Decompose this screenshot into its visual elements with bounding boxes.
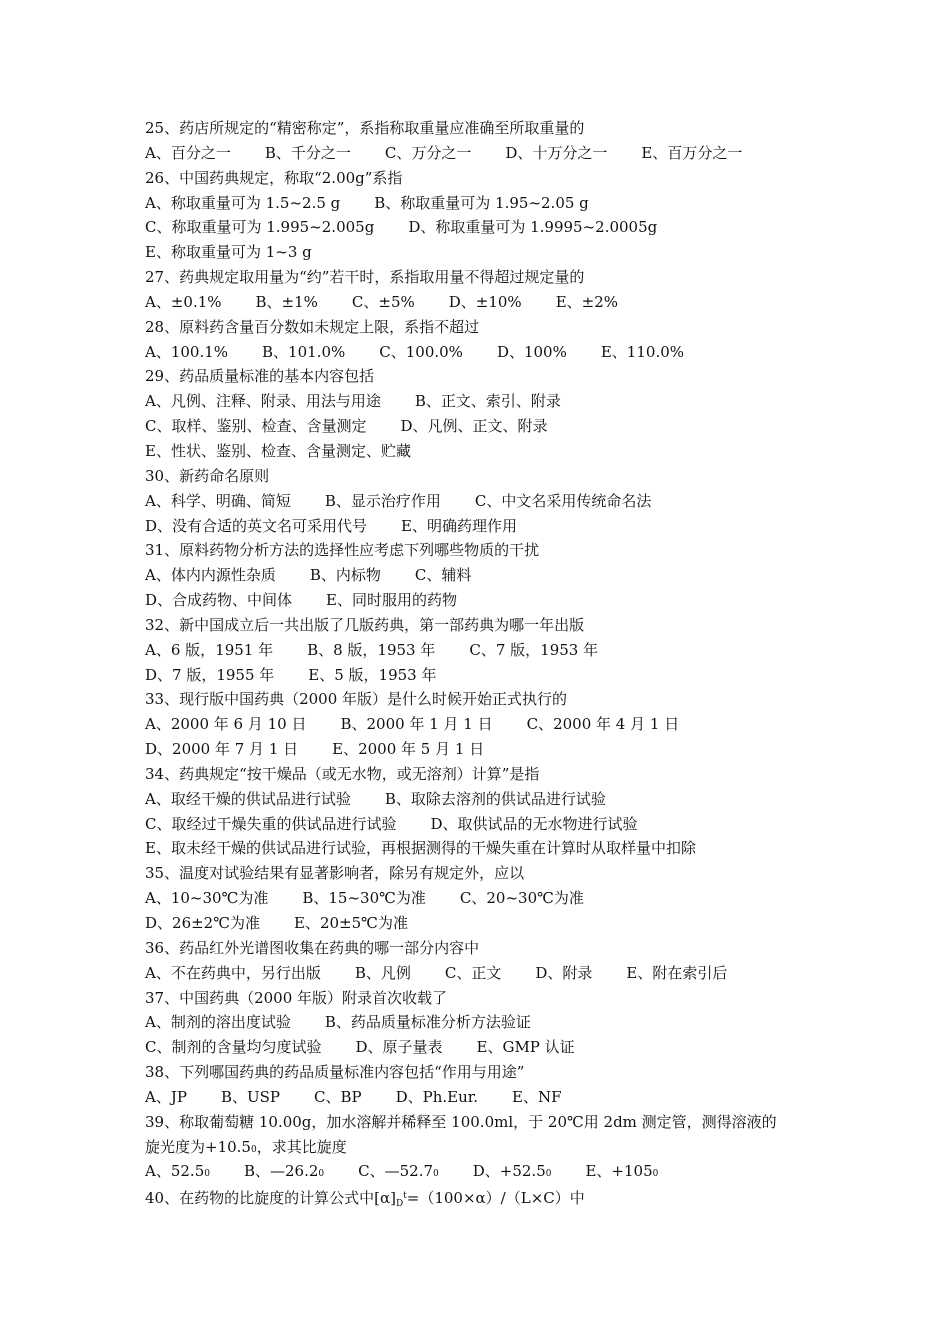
option: E、百万分之一: [641, 143, 743, 162]
text: =（100×α）/（L×C）中: [406, 1189, 585, 1208]
option: B、显示治疗作用: [324, 491, 441, 510]
option: B、USP: [220, 1087, 280, 1106]
option: E、同时服用的药物: [326, 591, 457, 610]
option-row: [145, 340, 825, 365]
option: D、26±2℃为准: [145, 914, 261, 932]
option: D、2000 年 7 月 1 日: [145, 740, 299, 759]
option: [585, 1159, 658, 1187]
superscript-t: t: [403, 1191, 407, 1202]
option: E、NF: [512, 1087, 562, 1106]
option: B、±1%: [255, 292, 318, 311]
subscript-d: D: [395, 1199, 404, 1210]
question-text: 27、药典规定取用量为“约”若干时，系指取用量不得超过规定量的: [145, 268, 585, 287]
option-row: [145, 1159, 825, 1184]
option: E、2000 年 5 月 1 日: [332, 740, 485, 759]
question-text: 37、中国药典（2000 年版）附录首次收载了: [145, 988, 448, 1007]
option: A、凡例、注释、附录、用法与用途: [145, 392, 381, 411]
option: B、正文、索引、附录: [414, 392, 561, 411]
option: C、辅料: [414, 566, 472, 585]
option: A、制剂的溶出度试验: [145, 1013, 291, 1032]
option-row: [145, 737, 825, 762]
option: C、20~30℃为准: [459, 889, 584, 908]
option: [473, 1159, 552, 1187]
option: C、7 版，1953 年: [469, 640, 599, 659]
option: D、Ph.Eur.: [395, 1087, 479, 1106]
option: E、称取重量可为 1~3 g: [145, 243, 312, 262]
option: E、±2%: [555, 292, 619, 311]
question-text: 26、中国药典规定，称取“2.00g”系指: [145, 168, 403, 187]
option: C、2000 年 4 月 1 日: [526, 715, 680, 734]
question-text: 31、原料药物分析方法的选择性应考虑下列哪些物质的干扰: [145, 541, 540, 560]
option: D、凡例、正文、附录: [400, 417, 548, 436]
option: C、取样、鉴别、检查、含量测定: [145, 417, 367, 436]
option: A、±0.1%: [145, 292, 222, 311]
option: C、取经过干燥失重的供试品进行试验: [145, 814, 397, 833]
question-list: [145, 116, 825, 1209]
option-row: [145, 191, 825, 216]
question-text: 36、药品红外光谱图收集在药典的哪一部分内容中: [145, 938, 480, 957]
option: B、15~30℃为准: [302, 889, 426, 908]
question-text: 35、温度对试验结果有显著影响者，除另有规定外，应以: [145, 864, 525, 883]
option-row: [145, 638, 825, 663]
option-row: [145, 961, 825, 986]
option: E、附在索引后: [626, 963, 728, 982]
option: A、2000 年 6 月 10 日: [145, 715, 307, 734]
question-text: 34、药典规定“按干燥品（或无水物，或无溶剂）计算”是指: [145, 764, 540, 783]
option: C、100.0%: [379, 342, 463, 361]
option: A、百分之一: [145, 143, 231, 162]
option: C、正文: [444, 963, 502, 982]
option: E、20±5℃为准: [294, 914, 408, 932]
option: C、BP: [314, 1087, 362, 1106]
option: A、不在药典中，另行出版: [145, 963, 321, 982]
option: A、科学、明确、简短: [145, 491, 291, 510]
option: B、内标物: [309, 566, 381, 585]
option: A、JP: [145, 1087, 187, 1106]
option-row: [145, 141, 825, 166]
question-text: 33、现行版中国药典（2000 年版）是什么时候开始正式执行的: [145, 690, 568, 709]
question-text: 38、下列哪国药典的药品质量标准内容包括“作用与用途”: [145, 1063, 525, 1082]
option-value: C、—52.7: [358, 1162, 434, 1181]
option: D、没有合适的英文名可采用代号: [145, 516, 368, 535]
option-row: [145, 588, 825, 613]
option: A、体内内源性杂质: [145, 566, 276, 585]
option: C、制剂的含量均匀度试验: [145, 1038, 322, 1057]
question-text: 29、药品质量标准的基本内容包括: [145, 367, 375, 386]
option-row: [145, 563, 825, 588]
option-row: [145, 439, 825, 464]
option-row: [145, 787, 825, 812]
option: C、中文名采用传统命名法: [474, 491, 652, 510]
option: E、GMP 认证: [476, 1038, 575, 1057]
option: A、6 版，1951 年: [145, 640, 274, 659]
option: B、凡例: [354, 963, 411, 982]
question-text: 30、新药命名原则: [145, 466, 270, 485]
question-text-continued: [145, 1135, 825, 1160]
option: E、取未经干燥的供试品进行试验，再根据测得的干燥失重在计算时从取样量中扣除: [145, 839, 696, 858]
option-row: [145, 215, 825, 240]
option: B、101.0%: [262, 342, 346, 361]
option: [244, 1159, 324, 1187]
option-row: [145, 1035, 825, 1060]
option-row: [145, 886, 825, 911]
option-row: [145, 514, 825, 539]
option-row: [145, 1010, 825, 1035]
question-text: [145, 1184, 825, 1209]
option-row: [145, 489, 825, 514]
question-text: 25、药店所规定的“精密称定”，系指称取重量应准确至所取重量的: [145, 119, 585, 137]
option: B、取除去溶剂的供试品进行试验: [384, 789, 606, 808]
option: A、10~30℃为准: [145, 889, 269, 908]
option: D、7 版，1955 年: [145, 665, 275, 684]
option: D、原子量表: [355, 1038, 443, 1057]
option-value: D、+52.5: [472, 1162, 546, 1181]
option: D、附录: [535, 963, 593, 982]
text: 40、在药物的比旋度的计算公式中[α]: [145, 1189, 396, 1208]
option: D、合成药物、中间体: [145, 591, 293, 610]
option-row: [145, 1085, 825, 1110]
degree-mark: 0: [250, 1144, 257, 1155]
option: D、十万分之一: [505, 143, 608, 162]
text: 旋光度为+10.5: [145, 1137, 251, 1156]
text: ，求其比旋度: [256, 1137, 347, 1156]
option: B、2000 年 1 月 1 日: [340, 715, 493, 734]
option-value: A、52.5: [145, 1162, 205, 1181]
option: [145, 1159, 210, 1187]
option: A、取经干燥的供试品进行试验: [145, 789, 351, 808]
option-row: [145, 836, 825, 861]
option: C、±5%: [351, 292, 415, 311]
option: C、万分之一: [384, 143, 472, 162]
option: A、100.1%: [145, 342, 229, 361]
option: B、药品质量标准分析方法验证: [324, 1013, 531, 1032]
option: E、5 版，1953 年: [308, 665, 437, 684]
option: D、取供试品的无水物进行试验: [430, 814, 638, 833]
degree-mark: 0: [545, 1169, 552, 1180]
option-row: [145, 414, 825, 439]
option-row: [145, 663, 825, 688]
option: E、110.0%: [600, 342, 685, 361]
option-value: B、—26.2: [243, 1162, 319, 1181]
degree-mark: 0: [652, 1169, 659, 1180]
option: D、±10%: [448, 292, 522, 311]
option: D、100%: [496, 342, 567, 361]
option-row: [145, 290, 825, 315]
question-text: 32、新中国成立后一共出版了几版药典，第一部药典为哪一年出版: [145, 615, 585, 634]
degree-mark: 0: [433, 1169, 439, 1180]
option: B、称取重量可为 1.95~2.05 g: [374, 193, 589, 212]
option: C、称取重量可为 1.995~2.005g: [145, 218, 375, 237]
option-row: [145, 911, 825, 936]
option-row: [145, 240, 825, 265]
option-row: [145, 712, 825, 737]
question-text: 39、称取葡萄糖 10.00g，加水溶解并稀释至 100.0ml，于 20℃用 2dm 测定管，测得溶液的: [145, 1112, 777, 1131]
option: E、性状、鉴别、检查、含量测定、贮藏: [145, 441, 411, 460]
option-row: [145, 812, 825, 837]
option: D、称取重量可为 1.9995~2.0005g: [408, 218, 658, 237]
question-text: 28、原料药含量百分数如未规定上限，系指不超过: [145, 317, 480, 336]
option: B、千分之一: [264, 143, 351, 162]
option: E、明确药理作用: [401, 516, 517, 535]
degree-mark: 0: [318, 1169, 325, 1180]
option: B、8 版，1953 年: [307, 640, 436, 659]
option: A、称取重量可为 1.5~2.5 g: [145, 193, 341, 212]
degree-mark: 0: [204, 1169, 210, 1180]
option-row: [145, 389, 825, 414]
option: [358, 1159, 439, 1187]
option-value: E、+105: [585, 1162, 653, 1181]
